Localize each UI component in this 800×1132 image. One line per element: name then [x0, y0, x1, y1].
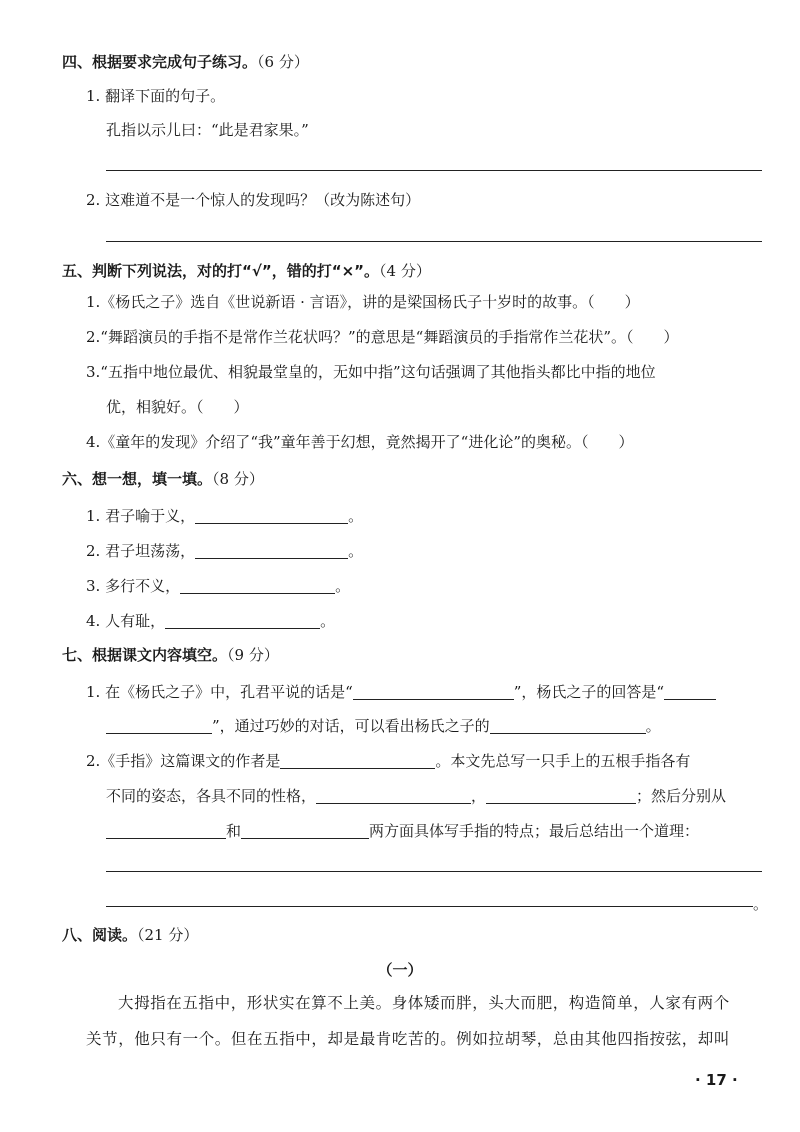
s6-question-3	[86, 576, 350, 596]
fill-blank[interactable]	[316, 787, 471, 804]
s6-q4-end: 。	[320, 612, 336, 630]
fill-blank[interactable]	[195, 542, 348, 559]
section-8-title	[62, 925, 198, 945]
s4-question-2: 2. 这难道不是一个惊人的发现吗？（改为陈述句）	[86, 191, 421, 209]
s5-question-3-continued: 优，相貌好。（ ）	[106, 398, 249, 416]
s6-q3-end: 。	[335, 577, 351, 595]
s5-question-4: 4.《童年的发现》介绍了“我”童年善于幻想，竟然揭开了“进化论”的奥秘。（ ）	[86, 433, 634, 451]
reading-paragraph-line-2: 关节，他只有一个。但在五指中，却是最肯吃苦的。例如拉胡琴，总由其他四指按弦，却叫	[86, 1030, 731, 1048]
s6-question-2	[86, 541, 363, 561]
s7-question-1	[86, 682, 716, 702]
section-5-heading: 五、判断下列说法，对的打“√”，错的打“×”。	[62, 262, 380, 280]
s7-q2-text-g: 两方面具体写手指的特点；最后总结出一个道理：	[369, 822, 700, 840]
s7-q2-text-b: 。本文先总写一只手上的五根手指各有	[435, 752, 691, 770]
s7-q2-text-e: ；然后分别从	[636, 787, 727, 805]
section-7-score: （9 分）	[227, 646, 279, 664]
s7-question-2-line-3	[106, 821, 699, 841]
fill-blank[interactable]	[195, 507, 348, 524]
s7-question-1-continued	[106, 716, 661, 736]
s6-q4-text: 4. 人有耻，	[86, 612, 166, 630]
s7-q1-text-a: 1. 在《杨氏之子》中，孔君平说的话是“	[86, 683, 353, 701]
reading-paragraph-line-1: 大拇指在五指中，形状实在算不上美。身体矮而胖，头大而肥，构造简单，人家有两个	[118, 994, 730, 1012]
s4-question-1-sentence: 孔指以示儿曰：“此是君家果。”	[106, 121, 309, 139]
s7-q2-text-a: 2.《手指》这篇课文的作者是	[86, 752, 281, 770]
s6-q1-end: 。	[348, 507, 364, 525]
answer-line[interactable]	[106, 871, 762, 872]
s4-question-1: 1. 翻译下面的句子。	[86, 87, 226, 105]
fill-blank[interactable]	[490, 717, 646, 734]
answer-line[interactable]	[106, 170, 762, 171]
s5-question-1: 1.《杨氏之子》选自《世说新语 · 言语》，讲的是梁国杨氏子十岁时的故事。（ ）	[86, 293, 640, 311]
fill-blank[interactable]	[664, 683, 716, 700]
s7-q1-text-b: ”，杨氏之子的回答是“	[513, 683, 665, 701]
section-4-title	[62, 52, 309, 72]
s6-question-1	[86, 506, 363, 526]
section-4-heading: 四、根据要求完成句子练习。	[62, 53, 258, 71]
s5-question-2: 2.“舞蹈演员的手指不是常作兰花状吗？”的意思是“舞蹈演员的手指常作兰花状”。（ ）	[86, 328, 679, 346]
s7-q1-end: 。	[645, 717, 661, 735]
fill-blank[interactable]	[241, 822, 369, 839]
fill-blank[interactable]	[106, 717, 212, 734]
section-6-score: （8 分）	[212, 470, 264, 488]
s6-q2-text: 2. 君子坦荡荡，	[86, 542, 196, 560]
s7-q1-text-c: ”，通过巧妙的对话，可以看出杨氏之子的	[212, 717, 490, 735]
fill-blank[interactable]	[353, 683, 514, 700]
s5-question-3: 3.“五指中地位最优、相貌最堂皇的，无如中指”这句话强调了其他指头都比中指的地位	[86, 363, 656, 381]
fill-blank[interactable]	[280, 752, 435, 769]
section-7-title	[62, 645, 279, 665]
reading-part-heading: （一）	[377, 961, 423, 979]
s6-q1-text: 1. 君子喻于义，	[86, 507, 196, 525]
section-8-heading: 八、阅读。	[62, 926, 138, 944]
s7-q2-comma: ，	[471, 787, 487, 805]
section-5-title	[62, 261, 431, 281]
s7-answer-end: 。	[753, 895, 769, 913]
answer-line[interactable]	[106, 906, 753, 907]
s7-question-2	[86, 751, 690, 771]
s7-q2-text-c: 不同的姿态，各具不同的性格，	[106, 787, 317, 805]
fill-blank[interactable]	[165, 612, 320, 629]
section-5-score: （4 分）	[379, 262, 431, 280]
fill-blank[interactable]	[486, 787, 636, 804]
s7-q2-text-f: 和	[226, 822, 242, 840]
section-8-score: （21 分）	[137, 926, 199, 944]
s6-q2-end: 。	[348, 542, 364, 560]
section-7-heading: 七、根据课文内容填空。	[62, 646, 228, 664]
section-6-title	[62, 469, 264, 489]
section-6-heading: 六、想一想，填一填。	[62, 470, 213, 488]
section-4-score: （6 分）	[257, 53, 309, 71]
answer-line[interactable]	[106, 241, 762, 242]
fill-blank[interactable]	[106, 822, 226, 839]
s6-question-4	[86, 611, 335, 631]
fill-blank[interactable]	[180, 577, 335, 594]
page-number: · 17 ·	[695, 1071, 738, 1089]
s7-question-2-line-2	[106, 786, 726, 806]
s6-q3-text: 3. 多行不义，	[86, 577, 181, 595]
